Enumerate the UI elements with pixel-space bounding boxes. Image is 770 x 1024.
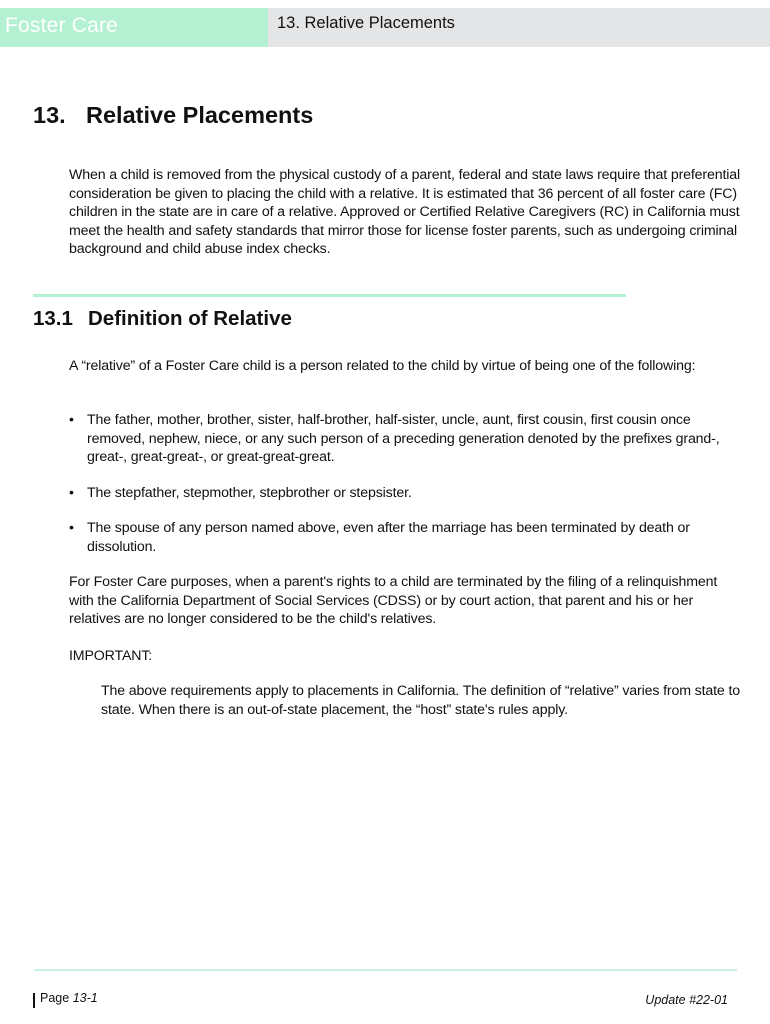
chapter-intro-paragraph: When a child is removed from the physical custody of a parent, federal and state laws require that preferential consideration be given to placing the child with a relative. It is estimated that 36 percent of all foster care (FC) children in the state are in care of a relative. Approved or Certified Relative Caregivers (RC) in California must meet the health and safety standards that mirror those for license foster parents, such as undergoing criminal background and child abuse index checks. — [69, 167, 741, 258]
footer-page-value: 13-1 — [72, 991, 98, 1005]
list-item — [69, 411, 747, 467]
list-item-text: The spouse of any person named above, even after the marriage has been terminated by death or dissolution. — [87, 520, 690, 555]
footer-update: Update #22-01 — [645, 993, 728, 1007]
important-note-paragraph: The above requirements apply to placements in California. The definition of “relative” varies from state to state. When there is an out-of-state placement, the “host” state's rules apply. — [101, 683, 741, 718]
section-title: Definition of Relative — [88, 307, 292, 330]
section-heading — [33, 307, 292, 331]
list-item-text: The stepfather, stepmother, stepbrother or stepsister. — [87, 485, 412, 501]
footer-page-number — [40, 991, 98, 1005]
important-label: IMPORTANT: — [69, 648, 153, 664]
header-brand-bar — [0, 8, 268, 47]
footer-page-label: Page — [40, 991, 70, 1005]
chapter-number: 13. — [33, 102, 66, 128]
footer-marker-bar — [33, 993, 35, 1008]
bullet-marker: • — [69, 485, 74, 501]
header-brand-title: Foster Care — [5, 14, 119, 37]
chapter-heading — [33, 102, 313, 129]
section-divider — [33, 294, 626, 297]
footer-divider — [34, 969, 737, 971]
section-number: 13.1 — [33, 307, 73, 330]
list-item-text: The father, mother, brother, sister, half-brother, half-sister, uncle, aunt, first cousin, first cousin once removed, nephew, niece, or any such person of a preceding generation denoted by the prefixes grand-, great-, great-great-, or great-great-great. — [87, 412, 720, 466]
list-item — [69, 484, 747, 503]
header-chapter-bar — [268, 8, 770, 47]
bullet-marker: • — [69, 520, 74, 536]
list-item — [69, 519, 747, 556]
chapter-title: Relative Placements — [86, 102, 314, 128]
bullet-marker: • — [69, 412, 74, 428]
foster-purpose-paragraph: For Foster Care purposes, when a parent's rights to a child are terminated by the filing of a relinquishment with the California Department of Social Services (CDSS) or by court action, that parent and his or her relatives are no longer considered to be the child's relatives. — [69, 574, 718, 628]
header-chapter-title: 13. Relative Placements — [277, 14, 455, 32]
section-lead-paragraph: A “relative” of a Foster Care child is a person related to the child by virtue of being one of the following: — [69, 358, 696, 374]
